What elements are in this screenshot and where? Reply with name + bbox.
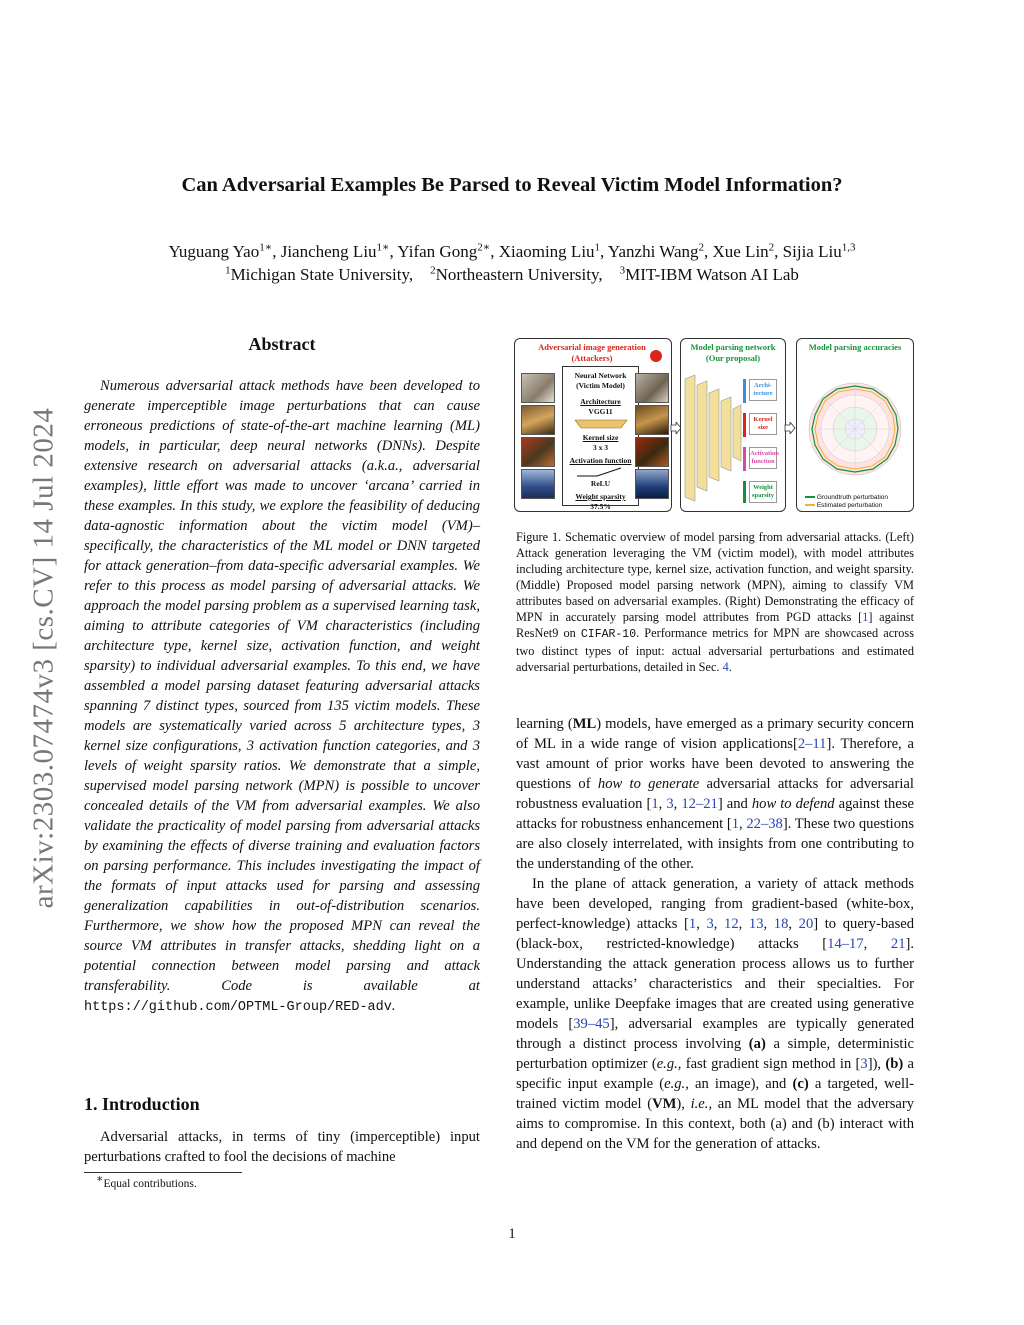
affiliation: Northeastern University, xyxy=(435,265,603,284)
citation-link[interactable]: 3 xyxy=(860,1056,868,1072)
citation-link[interactable]: 12–21 xyxy=(681,796,718,812)
arxiv-id: arXiv:2303.07474v3 [cs.CV] 14 Jul 2024 xyxy=(27,407,60,909)
dataset-name: CIFAR-10 xyxy=(580,628,637,641)
citation-link[interactable]: 2–11 xyxy=(797,736,827,752)
attack-generation-panel xyxy=(514,338,672,512)
author: Yanzhi Wang xyxy=(607,242,699,261)
panel-title-right: Model parsing accuracies xyxy=(808,342,902,352)
intro-paragraph: Adversarial attacks, in terms of tiny (imperceptible) input perturbations crafted to fool the decisions of machine xyxy=(84,1129,480,1165)
paragraph: In the plane of attack generation, a variety of attack methods have been developed, ranging from gradient-based (white-box, perfect-knowledge) attacks [1, 3, 12, 13, 18, 20] to query-based (black-box, restricted-knowledge) attacks [14–17, 21]. Understanding the attack generation process allows us to further understand attacks’ characteristics and their specialties. For example, unlike Deepfake images that are created using generative models [39–45], adversarial examples are typically generated through a distinct process involving (a) a simple, deterministic perturbation optimizer (e.g., fast gradient sign method in [3]), (b) a specific input example (e.g., an image), and (c) a targeted, well-trained victim model (VM), i.e., an ML model that the adversary aims to compromise. In this context, both (a) and (b) interact with and depend on the VM for the generation of attacks. xyxy=(516,876,915,1152)
citation-link[interactable]: 1 xyxy=(688,916,697,932)
adv-image-ship xyxy=(635,469,669,499)
figure-caption: Figure 1. Schematic overview of model parsing from adversarial attacks. (Left) Attack generation leveraging the VM (victim model), with model attributes including architecture type, kernel size, activation function, and weight sparsity. (Middle) Proposed model parsing network (MPN), aiming to classify VM attributes based on adversarial examples. (Right) Demonstrating the efficacy of MPN in accurately parsing model attributes from PGD attacks [1] against ResNet9 on CIFAR-10. Performance metrics for MPN are showcased across two distinct types of input: actual adversarial perturbations and estimated adversarial perturbations, detailed in Sec. 4. xyxy=(516,530,915,674)
abstract-heading: Abstract xyxy=(248,334,316,354)
arrow-icon xyxy=(784,422,796,434)
panel-title-left: Adversarial image generation (Attackers) xyxy=(538,342,646,363)
citation-link[interactable]: 39–45 xyxy=(573,1016,610,1032)
arxiv-sidebar xyxy=(24,368,64,948)
citation-link[interactable]: 3 xyxy=(706,916,714,932)
right-column-text xyxy=(516,714,914,1154)
accuracy-panel xyxy=(796,338,914,512)
author: Xiaoming Liu xyxy=(498,242,595,261)
tag-kernel-size: Kernel size xyxy=(749,413,777,435)
adv-image-cat xyxy=(635,373,669,403)
citation-link[interactable]: 1 xyxy=(862,610,869,624)
footnote: ∗Equal contributions. xyxy=(96,1173,197,1190)
code-link[interactable]: https://github.com/OPTML-Group/RED-adv xyxy=(84,1000,392,1015)
head-bar-kernel xyxy=(743,413,746,437)
head-bar-sparsity xyxy=(743,481,746,503)
victim-model-box: Neural Network (Victim Model) Architecture VGG11 Kernel size 3 x 3 Activation function ReLU Weight sparsity 37.5% xyxy=(562,366,639,506)
citation-link[interactable]: 14–17 xyxy=(827,936,864,952)
adv-image-rooster xyxy=(635,437,669,467)
affiliation: Michigan State University, xyxy=(230,265,414,284)
footnote-rule xyxy=(84,1172,242,1173)
head-bar-arch xyxy=(743,379,746,403)
citation-link[interactable]: 22–38 xyxy=(746,816,783,832)
network-diagram xyxy=(683,365,745,507)
tag-activation-function: Activation function xyxy=(749,447,777,469)
figure-1 xyxy=(514,338,914,513)
image-cat xyxy=(521,373,555,403)
paper-title: Can Adversarial Examples Be Parsed to Reveal Victim Model Information? xyxy=(181,174,843,196)
radar-legend: Groundtruth perturbation Estimated perturbation xyxy=(805,494,888,510)
relu-icon xyxy=(571,466,631,478)
page-number: 1 xyxy=(508,1226,516,1242)
citation-link[interactable]: 21 xyxy=(890,936,906,952)
citation-link[interactable]: 13 xyxy=(748,916,764,932)
author-list: Yuguang Yao$^{1∗}$, Jiancheng Liu$^{1∗}$, Yifan Gong$^{2∗}$, Xiaoming Liu$^1$, Yanzhi Wang$^2$, Xue Lin$^2$, Sijia Liu$^{1,3}$ xyxy=(168,241,856,261)
abstract-text: Numerous adversarial attack methods have been developed to generate imperceptible image perturbations that can cause erroneous predictions of state-of-the-art machine learning (ML) models, in particular, deep neural networks (DNNs). Despite extensive research on adversarial attacks (a.k.a., adversarial examples), little effort was made to uncover ‘arcana’ carried in these examples. In this study, we explore the feasibility of deducing data-agnostic information about the victim model (VM)–specifically, the characteristics of the ML model or DNN targeted for attack generation–from data-specific adversarial examples. We refer to this process as model parsing of adversarial attacks. We approach the model parsing problem as a supervised learning task, aiming to attribute categories of VM characteristics (including architecture type, kernel size, activation function, and weight sparsity) to individual adversarial examples. To this end, we have assembled a model parsing dataset featuring adversarial attacks spanning 7 distinct types, sourced from 135 victim models. These models are systematically varied across 5 architecture types, 3 kernel size configurations, 3 activation function categories, and 3 levels of weight sparsity ratios. We demonstrate that a simple, supervised model parsing network (MPN) is possible to uncover concealed details of the VM from adversarial examples. We also validate the practicality of model parsing from adversarial attacks by examining the effects of diverse training and evaluation factors on parsing performance. This includes investigating the impact of the formats of input attacks used for parsing and assessing generalization capabilities in out-of-distribution scenarios. Furthermore, we show how the proposed MPN can reveal the source VM attributes in transfer attacks, shedding light on a potential connection between model parsing and attack transferability. Code is available at xyxy=(84,378,480,994)
image-dog xyxy=(521,405,555,435)
head-bar-activation xyxy=(743,447,746,471)
author: Jiancheng Liu xyxy=(280,242,377,261)
tag-weight-sparsity: Weight sparsity xyxy=(749,481,777,503)
affiliation: MIT-IBM Watson AI Lab xyxy=(625,265,799,284)
attacker-icon xyxy=(649,349,663,363)
adv-image-dog xyxy=(635,405,669,435)
section-heading-introduction: 1. Introduction xyxy=(84,1094,200,1114)
citation-link[interactable]: 3 xyxy=(666,796,674,812)
abstract-body: Numerous adversarial attack methods have been developed to generate imperceptible image perturbations that can cause erroneous predictions of state-of-the-art machine learning (ML) models, in particular, deep neural networks (DNNs). Despite extensive research on adversarial attacks (a.k.a., adversarial examples), little effort was made to uncover ‘arcana’ carried in these examples. In this study, we explore the feasibility of deducing data-agnostic information about the victim model (VM)–specifically, the characteristics of the ML model or DNN targeted for attack generation–from data-specific adversarial examples. We refer to this process as model parsing of adversarial attacks. We approach the model parsing problem as a supervised learning task, aiming to attribute categories of VM characteristics (including architecture type, kernel size, activation function, and weight sparsity) to individual adversarial examples. To this end, we have assembled a model parsing dataset featuring adversarial attacks spanning 7 distinct types, sourced from 135 victim models. These models are systematically varied across 5 architecture types, 3 kernel size configurations, 3 activation function categories, and 3 levels of weight sparsity ratios. We demonstrate that a simple, supervised model parsing network (MPN) is possible to uncover concealed details of the VM from adversarial examples. We also validate the practicality of model parsing from adversarial attacks by examining the effects of diverse training and evaluation factors on parsing performance. This includes investigating the impact of the formats of input attacks used for parsing and assessing generalization capabilities in out-of-distribution scenarios. Furthermore, we show how the proposed MPN can reveal the source VM attributes in transfer attacks, shedding light on a potential connection between model parsing and attack transferability. Code is available at https://github.com/OPTML-Group/RED-adv. xyxy=(84,378,480,1015)
affiliation-list: $^1$Michigan State University, $^2$Northeastern University, $^3$MIT-IBM Watson AI Lab xyxy=(225,264,799,284)
author: Yifan Gong xyxy=(397,242,478,261)
citation-link[interactable]: 1 xyxy=(651,796,659,812)
radar-chart xyxy=(803,365,907,493)
author: Yuguang Yao xyxy=(168,242,260,261)
citation-link[interactable]: 18 xyxy=(773,916,789,932)
image-rooster xyxy=(521,437,555,467)
author: Xue Lin xyxy=(712,242,769,261)
citation-link[interactable]: 12 xyxy=(724,916,739,932)
arch-mini-icon xyxy=(571,418,631,430)
citation-link[interactable]: 20 xyxy=(798,916,814,932)
author-block xyxy=(80,240,944,286)
tag-architecture: Archi-tecture xyxy=(749,379,777,401)
section-link[interactable]: 4 xyxy=(722,660,729,674)
citation-link[interactable]: 1 xyxy=(731,816,740,832)
image-ship xyxy=(521,469,555,499)
panel-title-middle: Model parsing network (Our proposal) xyxy=(690,342,776,363)
paragraph: learning (ML) models, have emerged as a primary security concern of ML in a wide range of vision applications[2–11]. Therefore, a vast amount of prior works have been devoted to answering the questions of how to generate adversarial attacks for adversarial robustness evaluation [1, 3, 12–21] and how to defend against these attacks for robustness enhancement [1, 22–38]. These two questions are also closely interrelated, with insights from one contributing to the understanding of the other. xyxy=(516,716,915,872)
mpn-panel xyxy=(680,338,786,512)
author: Sijia Liu xyxy=(782,242,842,261)
